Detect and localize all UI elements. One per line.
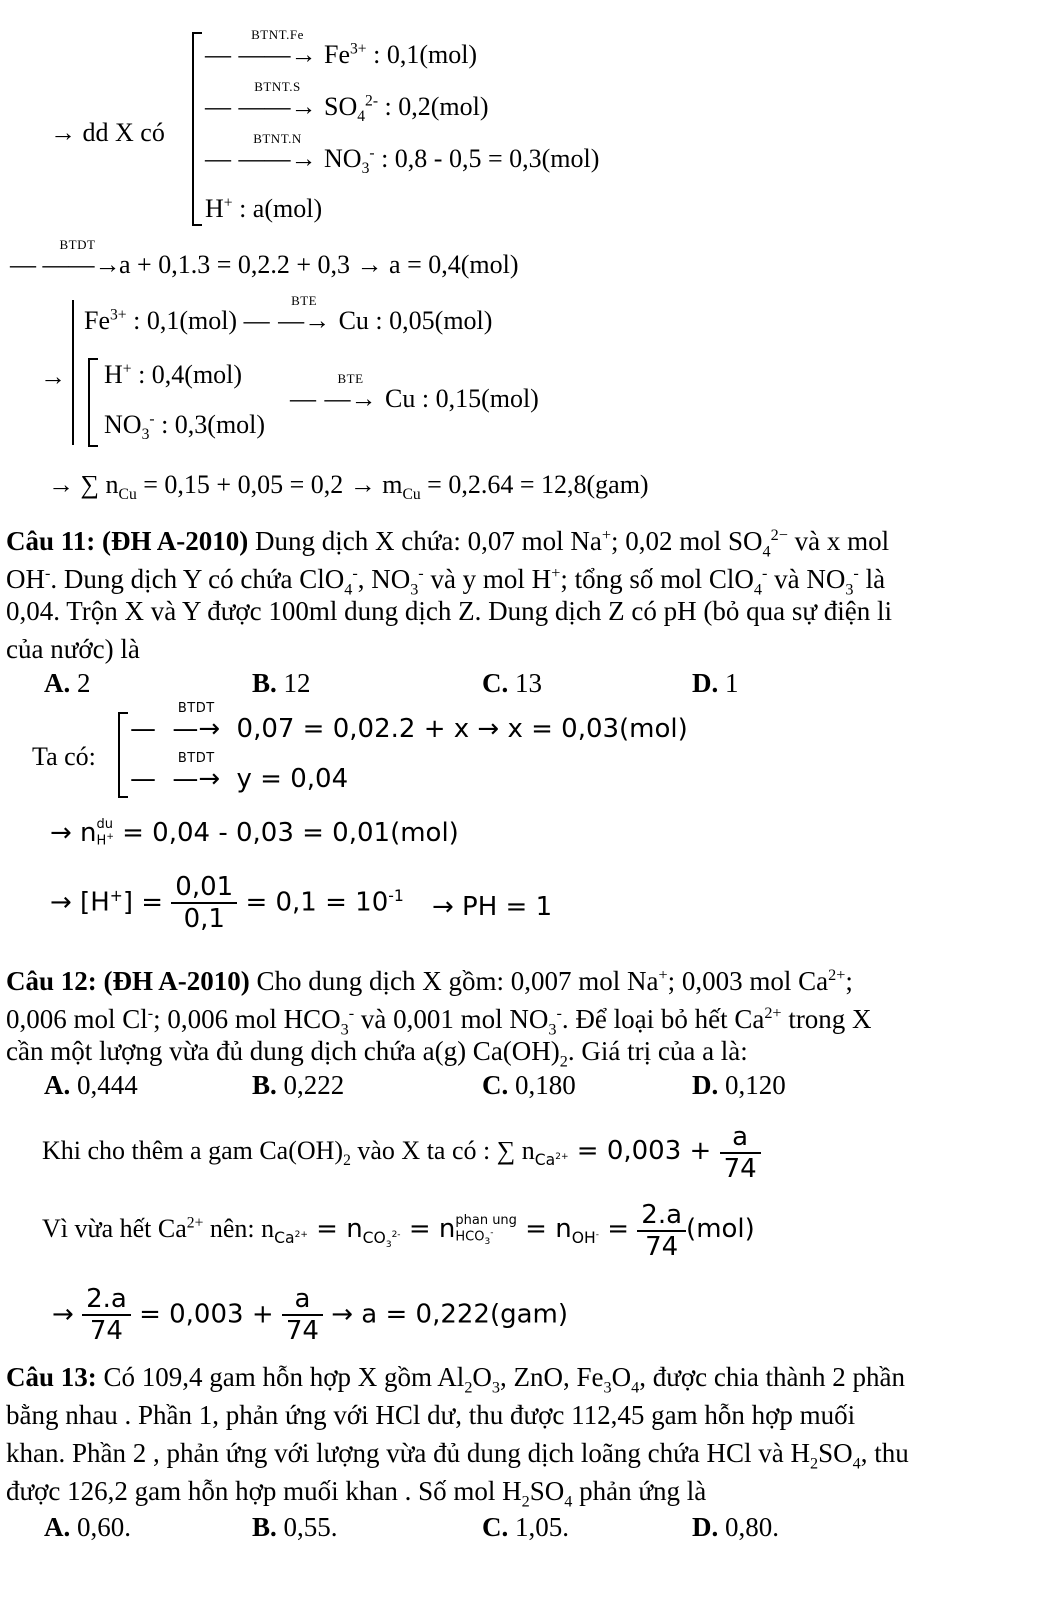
q12-option-c: C. 0,180 bbox=[482, 1070, 576, 1100]
q13-option-c: C. 1,05. bbox=[482, 1512, 569, 1542]
q12-option-a: A. 0,444 bbox=[44, 1070, 138, 1100]
q11-option-a: A. 2 bbox=[44, 668, 91, 698]
q12-step3: → $\frac{2.a}{74}$ = 0,003 + $\frac{a}{74}$ → a = 0,222(gam) bbox=[52, 1284, 569, 1346]
question-11: Câu 11: (ĐH A-2010) Dung dịch X chứa: 0,07 mol Na+; 0,02 mol $SO_4^{2-}$ và x mol OH-. Dung dịch Y có chứa ClO$_4$-, $NO_3^-$ và y mol H+; tổng số mol ClO$_4$- và $NO_3^-$ là 0,04. Trộn X và Y được 100ml dung dịch Z. Dung dịch Z có pH (bỏ qua sự điện li của nước) là bbox=[6, 526, 892, 664]
bte2-line: — BTE —→ Cu : 0,15(mol) bbox=[290, 371, 539, 413]
q11-ndu: → n du H+ = 0,04 - 0,03 = 0,01(mol) bbox=[50, 817, 459, 849]
row-so4: — BTNT.S ——→ $SO_4^{2-}$ : 0,2(mol) bbox=[205, 79, 489, 126]
q11-step2: — BTDT —→ y = 0,04 bbox=[130, 751, 349, 794]
q11-taco: Ta có: bbox=[32, 742, 96, 771]
q11-step1: — BTDT —→ 0,07 = 0,02.2 + x → x = 0,03(mol) bbox=[130, 701, 688, 744]
dd-x-lead: → dd X có bbox=[50, 118, 165, 147]
q12-step1: Khi cho thêm a gam $Ca(OH)_2$ vào X ta có : ∑ $n_{Ca^{2+}} = 0,003$ + $\frac{a}{74}$ bbox=[42, 1122, 761, 1184]
question-13: Câu 13: Có 109,4 gam hỗn hợp X gồm $Al_2O_3$, ZnO, $Fe_3O_4$, được chia thành 2 phần bằng nhau . Phần 1, phản ứng với HCl dư, thu được 112,45 gam hỗn hợp muối khan. Phần 2 , phản ứng với lượng vừa đủ dung dịch loãng chứa HCl và $H_2SO_4$, thu được 126,2 gam hỗn hợp muối khan . Số mol $H_2SO_4$ phản ứng là bbox=[6, 1362, 909, 1511]
row-h: H+ : a(mol) bbox=[205, 194, 323, 223]
arrow-glyph: → bbox=[40, 362, 66, 391]
btdt-line: — BTDT ——→ a + 0,1.3 = 0,2.2 + 0,3 → a = 0,4(mol) bbox=[10, 237, 519, 279]
fe-bte-line: $Fe^{3+}$ : 0,1(mol) — BTE —→ Cu : 0,05(mol) bbox=[84, 293, 493, 335]
q11-brace bbox=[118, 712, 128, 798]
bar-left bbox=[72, 300, 74, 445]
q11-option-d: D. 1 bbox=[692, 668, 739, 698]
q12-option-b: B. 0,222 bbox=[252, 1070, 345, 1100]
h-line: H+ : 0,4(mol) bbox=[104, 360, 243, 389]
q11-option-c: C. 13 bbox=[482, 668, 542, 698]
q13-option-d: D. 0,80. bbox=[692, 1512, 779, 1542]
q12-step2: Vì vừa hết $Ca^{2+}$ nên: $n_{Ca^{2+}} = n_{CO_3^{2-}} = n$ phan ung $HCO_3^-$ = $n_{OH^-}$ = $\frac{2.a}{74}$ (mol) bbox=[42, 1200, 755, 1262]
row-no3: — BTNT.N ——→ $NO_3^-$ : 0,8 - 0,5 = 0,3(mol) bbox=[205, 131, 600, 178]
no3-line: $NO_3^-$ : 0,3(mol) bbox=[104, 410, 266, 444]
q11-ph: → PH = 1 bbox=[432, 892, 553, 922]
q13-option-b: B. 0,55. bbox=[252, 1512, 338, 1542]
q12-option-d: D. 0,120 bbox=[692, 1070, 786, 1100]
q11-option-b: B. 12 bbox=[252, 668, 311, 698]
brace-inner bbox=[88, 358, 98, 447]
q13-option-a: A. 0,60. bbox=[44, 1512, 131, 1542]
brace-left bbox=[192, 32, 202, 226]
sum-line: → ∑ $n_{Cu} = 0,15 + 0,05 = 0,2 \to m_{Cu} = 0,2.64 = 12,8(gam)$ bbox=[48, 470, 649, 504]
question-12: Câu 12: (ĐH A-2010) Cho dung dịch X gồm: 0,007 mol Na+; 0,003 mol $Ca^{2+}$; 0,006 mol Cl-; 0,006 mol $HCO_3^-$ và 0,001 mol $NO_3^-$. Để loại bỏ hết $Ca^{2+}$ trong X cần một lượng vừa đủ dung dịch chứa a(g) $Ca(OH)_2$. Giá trị của a là: bbox=[6, 966, 872, 1071]
row-fe: — BTNT.Fe ——→ $Fe^{3+}$ : 0,1(mol) bbox=[205, 27, 478, 69]
q11-h-conc: → [H+] = $\frac{0,01}{0,1}$ = $0,1 = 10^{-1}$ bbox=[50, 872, 404, 934]
